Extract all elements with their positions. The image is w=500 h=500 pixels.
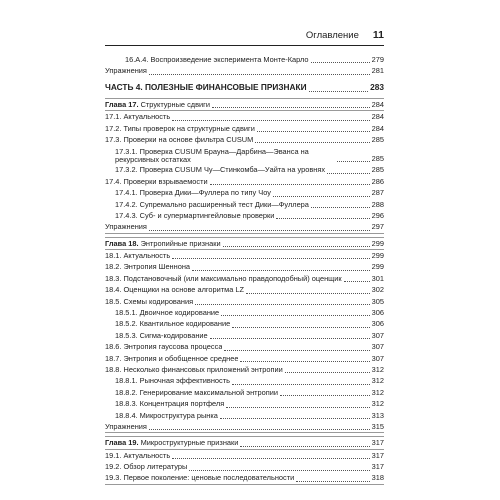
toc-entry[interactable]: [105, 284, 384, 295]
toc-entry-text: 18.8.4. Микроструктура рынка: [115, 410, 218, 420]
leader-dots: [192, 269, 370, 271]
leader-dots: [195, 303, 370, 305]
chapter-block: [105, 237, 384, 434]
leader-dots: [232, 326, 369, 328]
toc-entry-page: 306: [371, 319, 384, 329]
toc-entry[interactable]: [105, 398, 384, 409]
chapter-title: Глава 17. Структурные сдвиги: [105, 99, 210, 109]
toc-entry[interactable]: [105, 123, 384, 134]
toc-entry[interactable]: [105, 421, 384, 432]
leader-dots: [311, 61, 370, 63]
chapter-heading[interactable]: [105, 437, 384, 449]
toc-entry-text: 17.4.2. Супремально расширенный тест Дики—Фуллера: [115, 199, 309, 209]
toc-entry[interactable]: [105, 307, 384, 318]
running-header: [105, 25, 384, 46]
leader-dots: [273, 195, 370, 197]
part-page: 283: [370, 82, 384, 93]
toc-entry-page: 317: [371, 462, 384, 472]
toc-entry[interactable]: [105, 450, 384, 461]
toc-entry-text: 18.5.2. Квантильное кодирование: [115, 319, 231, 329]
leader-dots: [240, 360, 369, 362]
toc-entry[interactable]: [105, 296, 384, 307]
toc-entry-text: 19.1. Актуальность: [105, 450, 171, 460]
toc-entry-text: 18.8.1. Рыночная эффективность: [115, 376, 230, 386]
toc-entry-page: 312: [371, 387, 384, 397]
leader-dots: [149, 229, 370, 231]
toc-entry-page: 315: [371, 421, 384, 431]
toc-entry[interactable]: [105, 187, 384, 198]
chapter-title: Глава 19. Микроструктурные признаки: [105, 438, 239, 448]
toc-entry-page: 285: [371, 153, 384, 163]
leader-dots: [240, 445, 369, 447]
leader-dots: [189, 469, 369, 471]
leader-dots: [246, 292, 370, 294]
toc-entry-page: 313: [371, 410, 384, 420]
toc-entry-page: 299: [371, 262, 384, 272]
leader-dots: [149, 428, 370, 430]
toc-entry-page: 285: [371, 165, 384, 175]
toc-entry-page: 307: [371, 330, 384, 340]
toc-entry-text: 17.4.1. Проверка Дики—Фуллера по типу Чоу: [115, 188, 271, 198]
toc-entry-text: 17.1. Актуальность: [105, 112, 171, 122]
chapter-page: 317: [371, 438, 384, 448]
toc-entry-page: 296: [371, 210, 384, 220]
leader-dots: [149, 73, 370, 75]
leader-dots: [212, 106, 370, 108]
leader-dots: [255, 141, 369, 143]
toc-entry-text: 18.3. Подстановочный (или максимально правдоподобный) оценщик: [105, 273, 342, 283]
toc-entry[interactable]: [105, 164, 384, 175]
toc-entry-text: 17.4. Проверки взрываемости: [105, 176, 208, 186]
leader-dots: [221, 314, 370, 316]
toc-entry-page: 306: [371, 308, 384, 318]
toc-entry-text: 18.5.3. Сигма-кодирование: [115, 330, 208, 340]
toc-entry-text: Упражнения: [105, 421, 147, 431]
toc-entry-text: 19.3. Первое поколение: ценовые последовательности: [105, 473, 295, 483]
toc-entry-page: 281: [371, 66, 384, 76]
leader-dots: [257, 130, 370, 132]
toc-entry-page: 312: [371, 364, 384, 374]
toc-entry[interactable]: [105, 375, 384, 386]
toc-entry-text: 18.8.2. Генерирование максимальной энтропии: [115, 387, 279, 397]
chapter-heading[interactable]: [105, 99, 384, 111]
toc-entry-text: 18.2. Энтропия Шеннона: [105, 262, 191, 272]
toc-entry[interactable]: [105, 134, 384, 145]
toc-entry-text: 17.3. Проверки на основе фильтра CUSUM: [105, 134, 254, 144]
toc-entry-text: 17.2. Типы проверок на структурные сдвиги: [105, 123, 255, 133]
leader-dots: [172, 119, 369, 121]
leader-dots: [172, 457, 369, 459]
toc-entry-page: 312: [371, 399, 384, 409]
toc-entry-text: 18.5.1. Двоичное кодирование: [115, 308, 220, 318]
toc-entry[interactable]: [105, 176, 384, 187]
leader-dots: [223, 245, 370, 247]
toc-entry-text: Упражнения: [105, 222, 147, 232]
toc-entry[interactable]: [105, 199, 384, 210]
leader-dots: [210, 337, 370, 339]
toc-entry-page: 288: [371, 199, 384, 209]
leader-dots: [210, 183, 370, 185]
toc-entry[interactable]: [105, 461, 384, 472]
toc-entry-page: 287: [371, 188, 384, 198]
toc-entry[interactable]: [105, 210, 384, 221]
toc-entry-page: 307: [371, 342, 384, 352]
leader-dots: [337, 160, 370, 162]
toc-entry-text: 17.3.2. Проверка CUSUM Чу—Стинкомба—Уайта на уровнях: [115, 165, 326, 175]
header-title: Оглавление: [305, 29, 359, 41]
toc-entry-page: 284: [371, 112, 384, 122]
toc-entry-page: 318: [371, 473, 384, 483]
chapter-page: 299: [371, 238, 384, 248]
toc-entry[interactable]: [105, 261, 384, 272]
toc-entry[interactable]: [105, 353, 384, 364]
toc-entry-text: 16.А.4. Воспроизведение эксперимента Монте-Карло: [125, 54, 309, 64]
leader-dots: [296, 480, 369, 482]
toc-entry-text: 18.8. Несколько финансовых приложений энтропии: [105, 364, 283, 374]
leader-dots: [232, 383, 370, 385]
leader-dots: [280, 394, 370, 396]
toc-entry[interactable]: [105, 65, 384, 76]
chapter-page: 284: [371, 99, 384, 109]
leader-dots: [226, 406, 369, 408]
toc-entry-text: 17.3.1. Проверка CUSUM Брауна—Дарбина—Эванса на рекурсивных остатках: [115, 147, 309, 164]
chapter-heading[interactable]: [105, 238, 384, 250]
part-title: ЧАСТЬ 4. ПОЛЕЗНЫЕ ФИНАНСОВЫЕ ПРИЗНАКИ: [105, 82, 307, 93]
toc-entry[interactable]: [105, 250, 384, 261]
chapter-block: [105, 436, 384, 485]
toc-entry-text: 18.6. Энтропия гауссова процесса: [105, 342, 223, 352]
toc-entry[interactable]: [105, 221, 384, 232]
leader-dots: [327, 172, 370, 174]
leader-dots: [220, 417, 370, 419]
chapter-title: Глава 18. Энтропийные признаки: [105, 238, 221, 248]
leader-dots: [311, 206, 370, 208]
toc-entry-text: 18.5. Схемы кодирования: [105, 296, 194, 306]
toc-entry-text: 18.7. Энтропия и обобщенное среднее: [105, 353, 239, 363]
toc-entry-text: 18.8.3. Концентрация портфеля: [115, 399, 225, 409]
part-heading[interactable]: [105, 80, 384, 94]
table-of-contents: [105, 54, 384, 488]
toc-entry-page: 284: [371, 123, 384, 133]
toc-entry-page: 286: [371, 176, 384, 186]
toc-entry-page: 317: [371, 450, 384, 460]
toc-entry[interactable]: [105, 111, 384, 122]
toc-entry-text: 18.1. Актуальность: [105, 251, 171, 261]
toc-entry-page: 279: [371, 54, 384, 64]
toc-entry-page: 299: [371, 251, 384, 261]
toc-entry[interactable]: [105, 410, 384, 421]
toc-entry-page: 285: [371, 134, 384, 144]
toc-entry[interactable]: [105, 341, 384, 352]
toc-entry[interactable]: [105, 364, 384, 375]
leader-dots: [172, 257, 369, 259]
toc-entry-page: 312: [371, 376, 384, 386]
toc-entry-page: 305: [371, 296, 384, 306]
leader-dots: [285, 371, 370, 373]
toc-entry[interactable]: [105, 54, 384, 65]
chapter-block: [105, 98, 384, 234]
toc-entry-page: 301: [371, 273, 384, 283]
toc-entry[interactable]: [105, 387, 384, 398]
toc-entry-page: 302: [371, 285, 384, 295]
toc-entry-text: 17.4.3. Суб- и супермартингейловые проверки: [115, 210, 275, 220]
toc-entry-text: Упражнения: [105, 66, 147, 76]
toc-entry-page: 307: [371, 353, 384, 363]
leader-dots: [344, 280, 370, 282]
toc-entry[interactable]: [105, 318, 384, 329]
toc-entry-text: 18.4. Оценщики на основе алгоритма LZ: [105, 285, 245, 295]
toc-entry[interactable]: [105, 273, 384, 284]
toc-entry[interactable]: [105, 330, 384, 341]
header-page-number: 11: [372, 29, 384, 41]
toc-entry-page: 297: [371, 222, 384, 232]
leader-dots: [276, 217, 369, 219]
leader-dots: [224, 349, 369, 351]
leader-dots: [309, 90, 369, 92]
toc-entry[interactable]: [105, 145, 384, 164]
toc-entry-text: 19.2. Обзор литературы: [105, 462, 188, 472]
toc-entry[interactable]: [105, 473, 384, 484]
